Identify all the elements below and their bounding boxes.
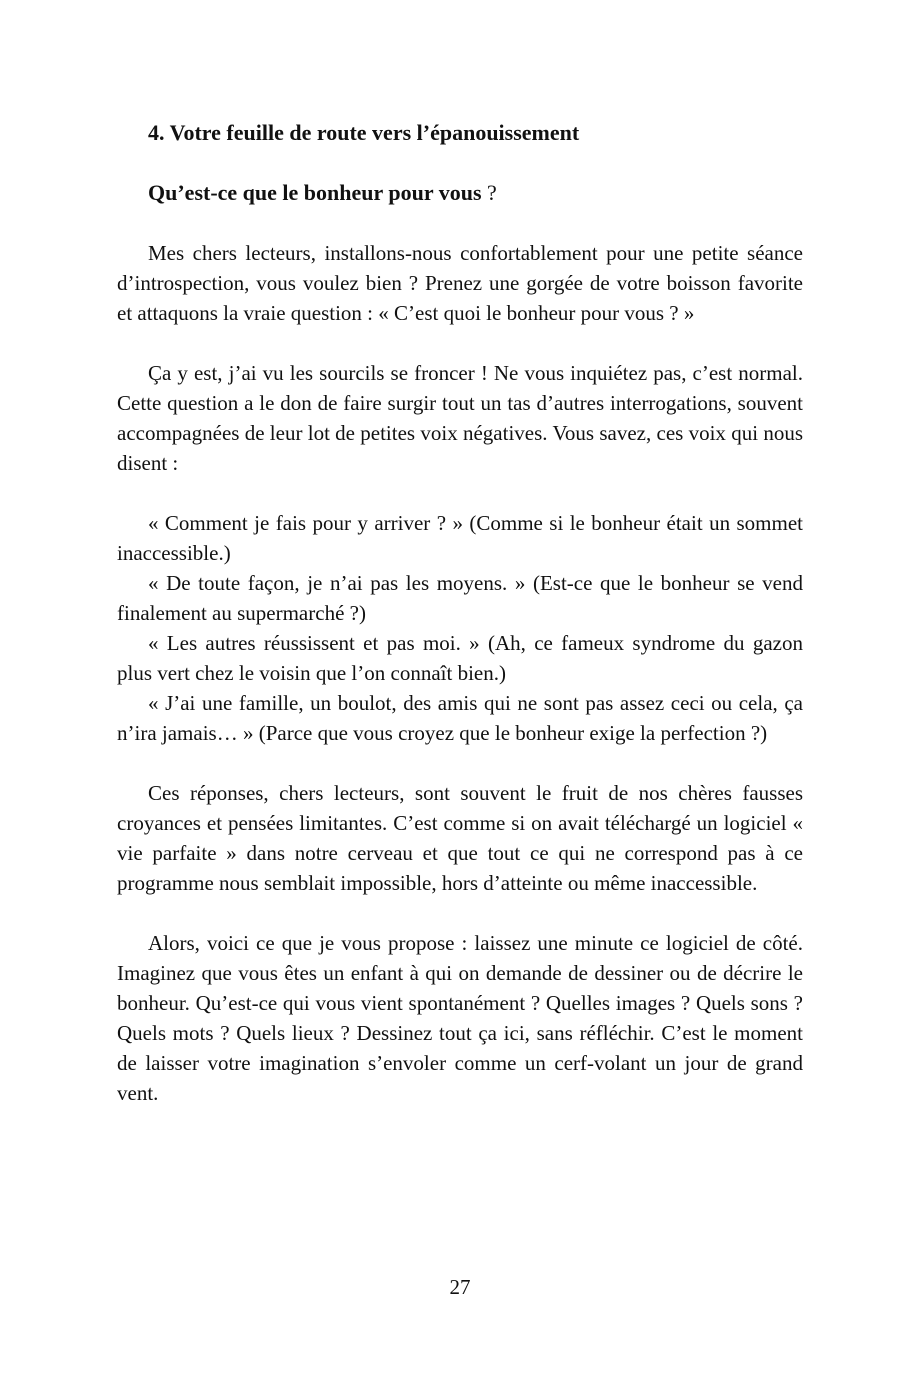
paragraph-beliefs: Ces réponses, chers lecteurs, sont souvent le fruit de nos chères fausses croyances et pensées limitantes. C’est comme si on avait téléchargé un logiciel « vie parfaite » dans notre cerveau et que tout ce qui ne correspond pas à ce programme nous semblait impossible, hors d’atteinte ou même inaccessible.: [117, 781, 803, 895]
paragraph-exercise: Alors, voici ce que je vous propose : laissez une minute ce logiciel de côté. Imaginez que vous êtes un enfant à qui on demande de dessiner ou de décrire le bonheur. Qu’est-ce qui vous vient spontanément ? Quelles images ? Quels sons ? Quels mots ? Quels lieux ? Dessinez tout ça ici, sans réfléchir. C’est le moment de laisser votre imagination s’envoler comme un cerf-volant un jour de grand vent.: [117, 931, 803, 1105]
chapter-title: 4. Votre feuille de route vers l’épanouissement: [148, 120, 580, 145]
section-title: [117, 178, 803, 208]
quote-item: « Les autres réussissent et pas moi. » (Ah, ce fameux syndrome du gazon plus vert chez le voisin que l’on connaît bien.): [117, 631, 803, 685]
paragraph-reaction: Ça y est, j’ai vu les sourcils se froncer ! Ne vous inquiétez pas, c’est normal. Cette question a le don de faire surgir tout un tas d’autres interrogations, souvent accompagnées de leur lot de petites voix négatives. Vous savez, ces voix qui nous disent :: [117, 361, 803, 475]
paragraph-intro: Mes chers lecteurs, installons-nous confortablement pour une petite séance d’introspection, vous voulez bien ? Prenez une gorgée de votre boisson favorite et attaquons la vraie question : « C’est quoi le bonheur pour vous ? »: [117, 241, 803, 325]
quote-item: « De toute façon, je n’ai pas les moyens. » (Est-ce que le bonheur se vend finalement au supermarché ?): [117, 571, 803, 625]
page-number: 27: [449, 1275, 471, 1299]
section-title-text: Qu’est-ce que le bonheur pour vous: [148, 180, 482, 205]
section-title-mark: ?: [481, 180, 497, 205]
page-body: [117, 118, 803, 1299]
quote-item: « Comment je fais pour y arriver ? » (Comme si le bonheur était un sommet inaccessible.): [117, 511, 803, 565]
quote-item: « J’ai une famille, un boulot, des amis qui ne sont pas assez ceci ou cela, ça n’ira jamais… » (Parce que vous croyez que le bonheur exige la perfection ?): [117, 691, 803, 745]
